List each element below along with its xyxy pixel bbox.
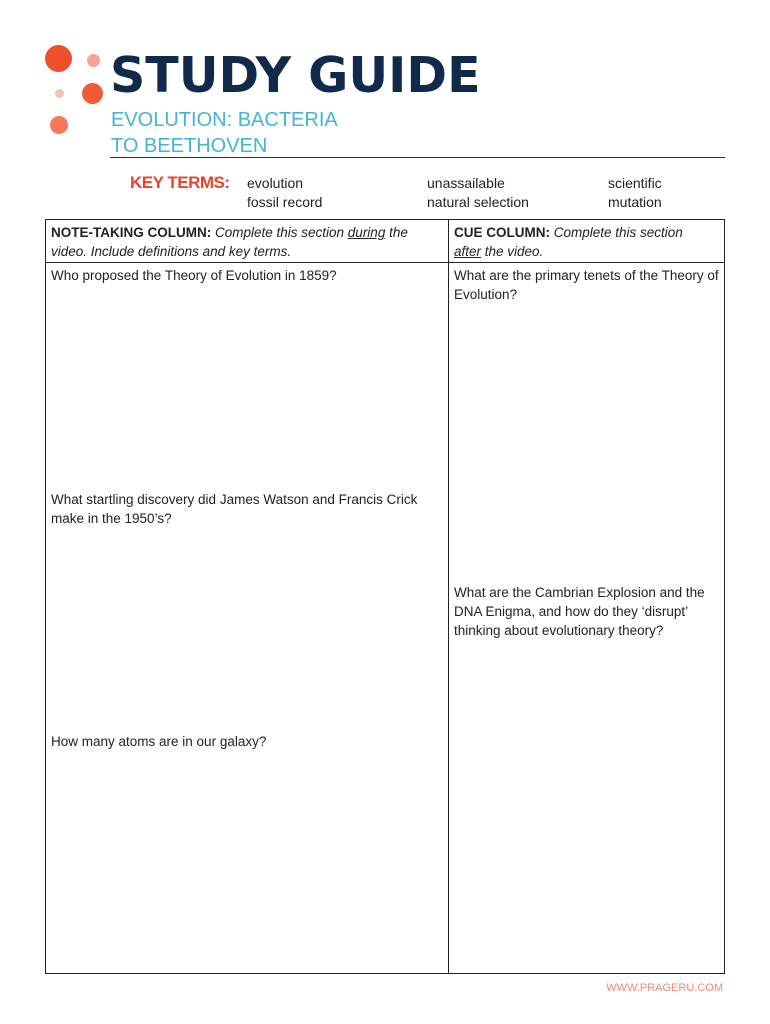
cue-question-2: What are the Cambrian Explosion and the DNA Enigma, and how do they ‘disrupt’ thinking about evolutionary theory? xyxy=(454,585,705,638)
subtitle-line-1: EVOLUTION: BACTERIA xyxy=(111,109,338,131)
header-divider xyxy=(110,157,725,158)
page-title: STUDY GUIDE xyxy=(110,47,481,104)
note-question-1: Who proposed the Theory of Evolution in 1859? xyxy=(51,268,337,283)
cue-column-heading-bold: CUE COLUMN: xyxy=(454,225,550,240)
key-term: natural selection xyxy=(427,194,529,210)
note-column-heading xyxy=(51,223,446,261)
page-subtitle xyxy=(111,107,431,159)
key-term: scientific xyxy=(608,175,662,191)
cue-column-heading-text: Complete this section xyxy=(550,225,683,240)
subtitle-line-2: TO BEETHOVEN xyxy=(111,135,268,157)
note-column-heading-bold: NOTE-TAKING COLUMN: xyxy=(51,225,212,240)
cue-question-1: What are the primary tenets of the Theory of Evolution? xyxy=(454,268,719,302)
key-term: unassailable xyxy=(427,175,505,191)
note-column-heading-text-end: the xyxy=(385,225,408,240)
key-term: mutation xyxy=(608,194,662,210)
note-question-3: How many atoms are in our galaxy? xyxy=(51,734,267,749)
note-column-heading-text: Complete this section xyxy=(211,225,348,240)
header-row-divider xyxy=(45,262,725,263)
footer-url: WWW.PRAGERU.COM xyxy=(606,982,723,994)
logo-dot-small-pink xyxy=(87,54,100,67)
cue-column-heading xyxy=(454,223,722,261)
logo-dot-medium xyxy=(82,83,103,104)
note-column-heading-line2: video. Include definitions and key terms. xyxy=(51,244,292,259)
column-divider xyxy=(448,219,449,974)
note-question-2: What startling discovery did James Watson and Francis Crick make in the 1950’s? xyxy=(51,492,418,526)
key-terms-label: KEY TERMS: xyxy=(130,173,230,192)
logo-dot-lower xyxy=(50,116,68,134)
key-term: evolution xyxy=(247,175,304,191)
logo-dot-tiny xyxy=(55,89,64,98)
cue-column-heading-underlined: after xyxy=(454,244,482,259)
key-term: fossil record xyxy=(247,194,323,210)
cue-column-heading-text-end: the video. xyxy=(481,244,544,259)
logo-dot-large xyxy=(45,45,72,72)
note-column-heading-underlined: during xyxy=(347,225,386,240)
